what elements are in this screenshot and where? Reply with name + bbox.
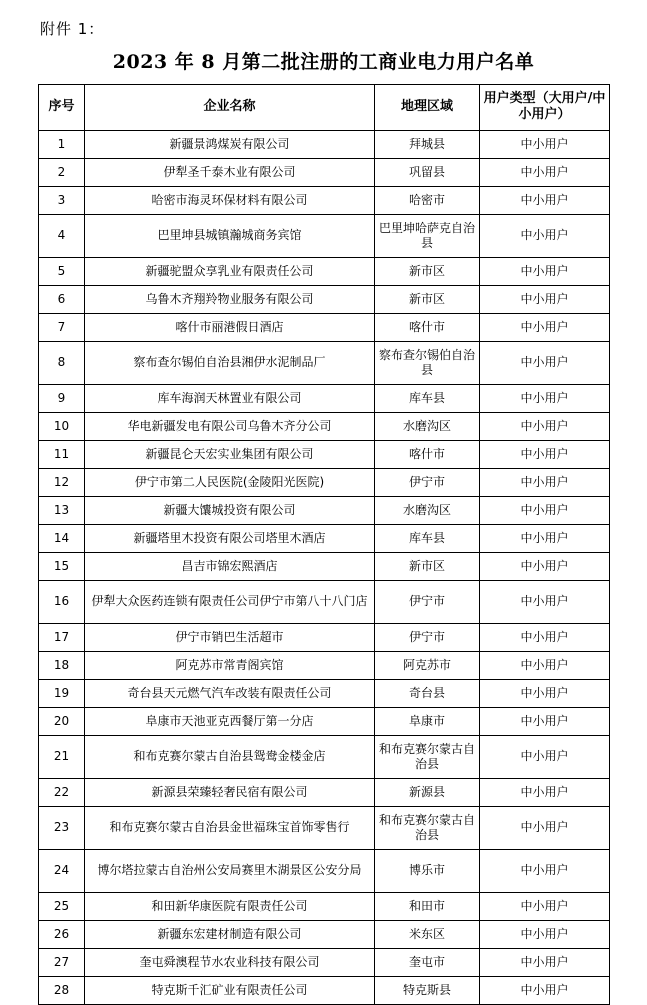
table-row <box>39 384 610 412</box>
cell-region: 新市区 <box>375 552 480 580</box>
cell-company-name: 新疆大馕城投资有限公司 <box>85 496 375 524</box>
cell-user-type: 中小用户 <box>480 341 610 384</box>
cell-region: 水磨沟区 <box>375 496 480 524</box>
cell-index: 18 <box>39 651 85 679</box>
cell-region: 伊宁市 <box>375 623 480 651</box>
cell-company-name: 伊犁圣千泰木业有限公司 <box>85 158 375 186</box>
table-row <box>39 707 610 735</box>
cell-company-name: 奇台县天元燃气汽车改装有限责任公司 <box>85 679 375 707</box>
cell-region: 拜城县 <box>375 130 480 158</box>
table-row <box>39 976 610 1004</box>
table-header-row <box>39 85 610 131</box>
cell-index: 27 <box>39 948 85 976</box>
cell-user-type: 中小用户 <box>480 285 610 313</box>
cell-user-type: 中小用户 <box>480 214 610 257</box>
cell-user-type: 中小用户 <box>480 892 610 920</box>
cell-company-name: 库车海润天林置业有限公司 <box>85 384 375 412</box>
table-row <box>39 130 610 158</box>
cell-company-name: 博尔塔拉蒙古自治州公安局赛里木湖景区公安分局 <box>85 849 375 892</box>
table-row <box>39 412 610 440</box>
cell-user-type: 中小用户 <box>480 313 610 341</box>
table-row <box>39 679 610 707</box>
cell-region: 和布克赛尔蒙古自治县 <box>375 806 480 849</box>
cell-company-name: 伊宁市第二人民医院(金陵阳光医院) <box>85 468 375 496</box>
column-header-region: 地理区域 <box>375 85 480 131</box>
cell-user-type: 中小用户 <box>480 651 610 679</box>
cell-index: 22 <box>39 778 85 806</box>
cell-user-type: 中小用户 <box>480 849 610 892</box>
cell-region: 伊宁市 <box>375 468 480 496</box>
cell-region: 水磨沟区 <box>375 412 480 440</box>
cell-user-type: 中小用户 <box>480 623 610 651</box>
table-row <box>39 440 610 468</box>
cell-user-type: 中小用户 <box>480 948 610 976</box>
table-row <box>39 214 610 257</box>
cell-index: 14 <box>39 524 85 552</box>
cell-company-name: 新疆驼盟众享乳业有限责任公司 <box>85 257 375 285</box>
cell-region: 新市区 <box>375 257 480 285</box>
cell-company-name: 巴里坤县城镇瀚城商务宾馆 <box>85 214 375 257</box>
table-row <box>39 806 610 849</box>
cell-user-type: 中小用户 <box>480 186 610 214</box>
table-row <box>39 849 610 892</box>
cell-region: 奎屯市 <box>375 948 480 976</box>
table-row <box>39 623 610 651</box>
cell-index: 16 <box>39 580 85 623</box>
table-row <box>39 186 610 214</box>
table-body <box>39 130 610 1004</box>
cell-company-name: 新疆塔里木投资有限公司塔里木酒店 <box>85 524 375 552</box>
cell-company-name: 新疆东宏建材制造有限公司 <box>85 920 375 948</box>
cell-index: 9 <box>39 384 85 412</box>
cell-index: 19 <box>39 679 85 707</box>
cell-index: 26 <box>39 920 85 948</box>
table-row <box>39 285 610 313</box>
column-header-company: 企业名称 <box>85 85 375 131</box>
cell-user-type: 中小用户 <box>480 524 610 552</box>
cell-company-name: 昌吉市锦宏熙酒店 <box>85 552 375 580</box>
cell-company-name: 新疆昆仑天宏实业集团有限公司 <box>85 440 375 468</box>
cell-company-name: 和布克赛尔蒙古自治县金世福珠宝首饰零售行 <box>85 806 375 849</box>
cell-company-name: 华电新疆发电有限公司乌鲁木齐分公司 <box>85 412 375 440</box>
cell-region: 库车县 <box>375 524 480 552</box>
cell-region: 喀什市 <box>375 313 480 341</box>
cell-user-type: 中小用户 <box>480 806 610 849</box>
cell-region: 巩留县 <box>375 158 480 186</box>
cell-company-name: 新疆景鸿煤炭有限公司 <box>85 130 375 158</box>
cell-user-type: 中小用户 <box>480 976 610 1004</box>
cell-user-type: 中小用户 <box>480 679 610 707</box>
cell-company-name: 新源县荣臻轻奢民宿有限公司 <box>85 778 375 806</box>
table-row <box>39 892 610 920</box>
cell-user-type: 中小用户 <box>480 735 610 778</box>
cell-index: 7 <box>39 313 85 341</box>
table-row <box>39 651 610 679</box>
table-row <box>39 948 610 976</box>
cell-region: 新源县 <box>375 778 480 806</box>
cell-user-type: 中小用户 <box>480 257 610 285</box>
cell-region: 阿克苏市 <box>375 651 480 679</box>
cell-region: 巴里坤哈萨克自治县 <box>375 214 480 257</box>
cell-region: 和布克赛尔蒙古自治县 <box>375 735 480 778</box>
cell-region: 伊宁市 <box>375 580 480 623</box>
cell-user-type: 中小用户 <box>480 920 610 948</box>
cell-index: 2 <box>39 158 85 186</box>
cell-user-type: 中小用户 <box>480 707 610 735</box>
cell-user-type: 中小用户 <box>480 130 610 158</box>
table-row <box>39 468 610 496</box>
cell-company-name: 特克斯千汇矿业有限责任公司 <box>85 976 375 1004</box>
cell-region: 喀什市 <box>375 440 480 468</box>
cell-region: 阜康市 <box>375 707 480 735</box>
cell-user-type: 中小用户 <box>480 158 610 186</box>
user-list-table <box>38 84 610 1005</box>
table-row <box>39 313 610 341</box>
table-row <box>39 341 610 384</box>
cell-company-name: 喀什市丽港假日酒店 <box>85 313 375 341</box>
cell-index: 3 <box>39 186 85 214</box>
table-row <box>39 778 610 806</box>
cell-company-name: 哈密市海灵环保材料有限公司 <box>85 186 375 214</box>
cell-index: 24 <box>39 849 85 892</box>
cell-index: 28 <box>39 976 85 1004</box>
table-row <box>39 580 610 623</box>
table-row <box>39 496 610 524</box>
cell-company-name: 和布克赛尔蒙古自治县鸳鸯金楼金店 <box>85 735 375 778</box>
cell-index: 6 <box>39 285 85 313</box>
cell-index: 17 <box>39 623 85 651</box>
cell-index: 25 <box>39 892 85 920</box>
cell-company-name: 伊犁大众医药连锁有限责任公司伊宁市第八十八门店 <box>85 580 375 623</box>
cell-index: 13 <box>39 496 85 524</box>
column-header-user-type: 用户类型（大用户/中小用户） <box>480 85 610 131</box>
cell-region: 特克斯县 <box>375 976 480 1004</box>
page-title: 2023 年 8 月第二批注册的工商业电力用户名单 <box>112 51 535 73</box>
cell-region: 库车县 <box>375 384 480 412</box>
cell-index: 5 <box>39 257 85 285</box>
cell-user-type: 中小用户 <box>480 412 610 440</box>
cell-region: 哈密市 <box>375 186 480 214</box>
cell-index: 12 <box>39 468 85 496</box>
table-row <box>39 920 610 948</box>
cell-index: 15 <box>39 552 85 580</box>
cell-company-name: 伊宁市销巴生活超市 <box>85 623 375 651</box>
cell-index: 4 <box>39 214 85 257</box>
cell-company-name: 察布查尔锡伯自治县湘伊水泥制品厂 <box>85 341 375 384</box>
cell-company-name: 奎屯舜澳程节水农业科技有限公司 <box>85 948 375 976</box>
cell-region: 和田市 <box>375 892 480 920</box>
cell-company-name: 乌鲁木齐翔羚物业服务有限公司 <box>85 285 375 313</box>
table-row <box>39 524 610 552</box>
table-header <box>39 85 610 131</box>
table-row <box>39 257 610 285</box>
cell-region: 米东区 <box>375 920 480 948</box>
cell-user-type: 中小用户 <box>480 496 610 524</box>
column-header-index: 序号 <box>39 85 85 131</box>
cell-index: 10 <box>39 412 85 440</box>
cell-company-name: 阿克苏市常青阁宾馆 <box>85 651 375 679</box>
cell-company-name: 和田新华康医院有限责任公司 <box>85 892 375 920</box>
cell-index: 20 <box>39 707 85 735</box>
cell-region: 博乐市 <box>375 849 480 892</box>
cell-user-type: 中小用户 <box>480 778 610 806</box>
cell-user-type: 中小用户 <box>480 468 610 496</box>
table-row <box>39 735 610 778</box>
cell-index: 23 <box>39 806 85 849</box>
cell-region: 奇台县 <box>375 679 480 707</box>
cell-user-type: 中小用户 <box>480 384 610 412</box>
cell-company-name: 阜康市天池亚克西餐厅第一分店 <box>85 707 375 735</box>
table-row <box>39 552 610 580</box>
cell-user-type: 中小用户 <box>480 580 610 623</box>
cell-index: 21 <box>39 735 85 778</box>
cell-region: 新市区 <box>375 285 480 313</box>
cell-region: 察布查尔锡伯自治县 <box>375 341 480 384</box>
attachment-label: 附件 1： <box>40 20 105 38</box>
cell-user-type: 中小用户 <box>480 552 610 580</box>
cell-index: 1 <box>39 130 85 158</box>
table-row <box>39 158 610 186</box>
cell-index: 11 <box>39 440 85 468</box>
cell-user-type: 中小用户 <box>480 440 610 468</box>
cell-index: 8 <box>39 341 85 384</box>
